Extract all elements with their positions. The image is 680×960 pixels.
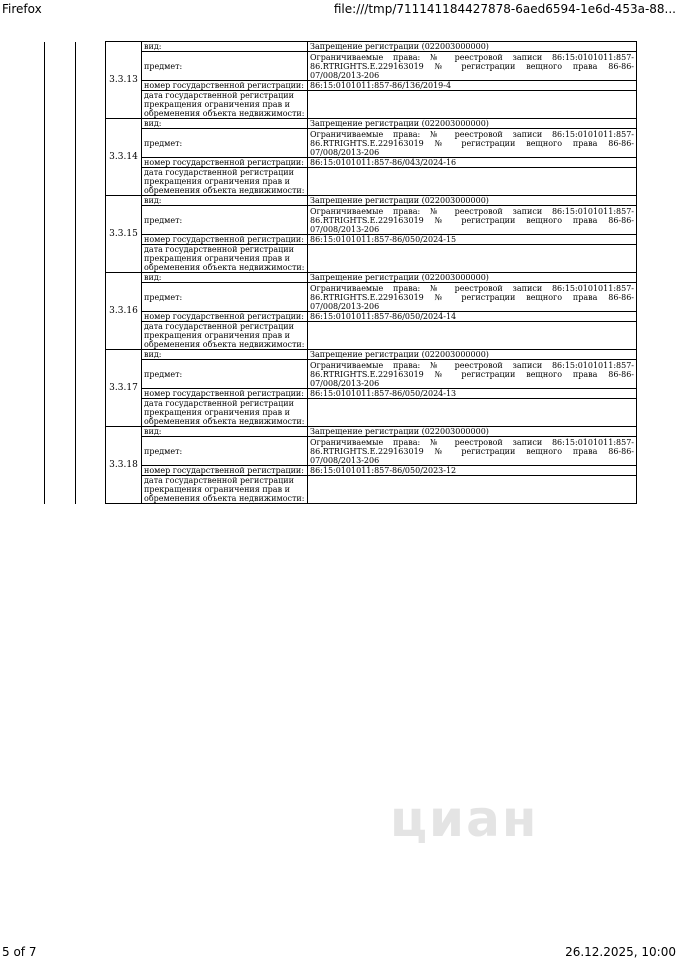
record-number: 3.3.16: [106, 273, 142, 350]
document-url: file:///tmp/711141184427878-6aed6594-1e6d-453a-88...: [333, 2, 676, 16]
blank-col-1: [45, 273, 76, 350]
record-reg-number-value: 86:15:0101011:857-86/050/2024-13: [308, 389, 637, 399]
record-termination-date-label: дата государственной регистрации прекращения ограничения прав и обременения объекта недвижимости:: [142, 322, 308, 350]
print-datetime: 26.12.2025, 10:00: [565, 945, 676, 959]
record-type-label: вид:: [142, 119, 308, 129]
record-termination-date-value: [308, 168, 637, 196]
record-reg-number-value: 86:15:0101011:857-86/050/2024-14: [308, 312, 637, 322]
record-termination-date-value: [308, 91, 637, 119]
record-subject-label: предмет:: [142, 437, 308, 466]
record-type-value: Запрещение регистрации (022003000000): [308, 350, 637, 360]
blank-col-1: [45, 42, 76, 119]
record-type-value: Запрещение регистрации (022003000000): [308, 196, 637, 206]
record-termination-date-label: дата государственной регистрации прекращения ограничения прав и обременения объекта недвижимости:: [142, 245, 308, 273]
blank-col-2: [76, 350, 106, 427]
record-number: 3.3.13: [106, 42, 142, 119]
record-number: 3.3.15: [106, 196, 142, 273]
record-subject-label: предмет:: [142, 206, 308, 235]
record-type-label: вид:: [142, 427, 308, 437]
table-row: [45, 273, 637, 283]
record-type-label: вид:: [142, 196, 308, 206]
record-number: 3.3.14: [106, 119, 142, 196]
blank-col-1: [45, 196, 76, 273]
blank-col-2: [76, 42, 106, 119]
record-termination-date-value: [308, 476, 637, 504]
table-row: [45, 427, 637, 437]
record-type-value: Запрещение регистрации (022003000000): [308, 119, 637, 129]
record-termination-date-label: дата государственной регистрации прекращения ограничения прав и обременения объекта недвижимости:: [142, 476, 308, 504]
record-subject-label: предмет:: [142, 283, 308, 312]
record-reg-number-value: 86:15:0101011:857-86/050/2024-15: [308, 235, 637, 245]
table-row: [45, 350, 637, 360]
record-reg-number-value: 86:15:0101011:857-86/043/2024-16: [308, 158, 637, 168]
record-termination-date-value: [308, 399, 637, 427]
cian-watermark: циан: [390, 790, 539, 848]
record-reg-number-label: номер государственной регистрации:: [142, 389, 308, 399]
record-subject-value: Ограничиваемые права: № реестровой записи 86:15:0101011:857-86.RTRIGHTS.E.229163019 № регистрации вещного права 86-86-07/008/2013-206: [308, 52, 637, 81]
record-reg-number-label: номер государственной регистрации:: [142, 466, 308, 476]
record-termination-date-value: [308, 245, 637, 273]
record-subject-label: предмет:: [142, 360, 308, 389]
blank-col-2: [76, 119, 106, 196]
record-subject-value: Ограничиваемые права: № реестровой записи 86:15:0101011:857-86.RTRIGHTS.E.229163019 № регистрации вещного права 86-86-07/008/2013-206: [308, 129, 637, 158]
record-reg-number-label: номер государственной регистрации:: [142, 312, 308, 322]
record-subject-label: предмет:: [142, 129, 308, 158]
encumbrance-table: [44, 41, 637, 504]
record-termination-date-value: [308, 322, 637, 350]
table-row: [45, 196, 637, 206]
record-termination-date-label: дата государственной регистрации прекращения ограничения прав и обременения объекта недвижимости:: [142, 168, 308, 196]
record-type-value: Запрещение регистрации (022003000000): [308, 42, 637, 52]
record-reg-number-value: 86:15:0101011:857-86/050/2023-12: [308, 466, 637, 476]
record-reg-number-label: номер государственной регистрации:: [142, 235, 308, 245]
table-row: [45, 42, 637, 52]
record-number: 3.3.17: [106, 350, 142, 427]
blank-col-1: [45, 350, 76, 427]
record-subject-value: Ограничиваемые права: № реестровой записи 86:15:0101011:857-86.RTRIGHTS.E.229163019 № регистрации вещного права 86-86-07/008/2013-206: [308, 360, 637, 389]
record-subject-value: Ограничиваемые права: № реестровой записи 86:15:0101011:857-86.RTRIGHTS.E.229163019 № регистрации вещного права 86-86-07/008/2013-206: [308, 437, 637, 466]
record-subject-value: Ограничиваемые права: № реестровой записи 86:15:0101011:857-86.RTRIGHTS.E.229163019 № регистрации вещного права 86-86-07/008/2013-206: [308, 283, 637, 312]
record-number: 3.3.18: [106, 427, 142, 504]
record-subject-value: Ограничиваемые права: № реестровой записи 86:15:0101011:857-86.RTRIGHTS.E.229163019 № регистрации вещного права 86-86-07/008/2013-206: [308, 206, 637, 235]
page-counter: 5 of 7: [2, 945, 37, 959]
record-type-label: вид:: [142, 273, 308, 283]
record-reg-number-label: номер государственной регистрации:: [142, 158, 308, 168]
blank-col-2: [76, 273, 106, 350]
record-type-label: вид:: [142, 350, 308, 360]
record-type-value: Запрещение регистрации (022003000000): [308, 273, 637, 283]
record-type-value: Запрещение регистрации (022003000000): [308, 427, 637, 437]
record-type-label: вид:: [142, 42, 308, 52]
record-reg-number-value: 86:15:0101011:857-86/136/2019-4: [308, 81, 637, 91]
blank-col-2: [76, 196, 106, 273]
blank-col-1: [45, 119, 76, 196]
record-termination-date-label: дата государственной регистрации прекращения ограничения прав и обременения объекта недвижимости:: [142, 91, 308, 119]
record-reg-number-label: номер государственной регистрации:: [142, 81, 308, 91]
browser-title: Firefox: [2, 2, 42, 16]
record-subject-label: предмет:: [142, 52, 308, 81]
blank-col-2: [76, 427, 106, 504]
record-termination-date-label: дата государственной регистрации прекращения ограничения прав и обременения объекта недвижимости:: [142, 399, 308, 427]
encumbrance-table-body: [45, 42, 637, 504]
blank-col-1: [45, 427, 76, 504]
table-row: [45, 119, 637, 129]
